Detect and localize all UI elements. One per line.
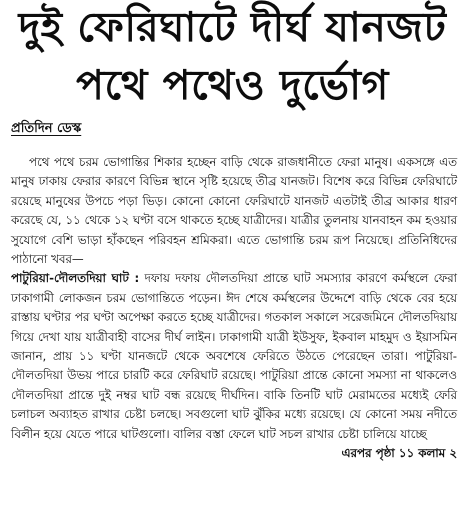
byline: প্রতিদিন ডেস্ক: [11, 121, 82, 136]
paragraph-ferry-ghat-text: দফায় দফায় দৌলতদিয়া প্রান্তে ঘাট সমস্যার কারণে কর্মস্থলে ফেরা ঢাকাগামী লোকজন চরম ভোগান্তিতে পড়েন। ঈদ শেষে কর্মস্থলের উদ্দেশে বাড়ি থেকে বের হয়ে রাস্তায় ঘণ্টার পর ঘণ্টা অপেক্ষা করতে হচ্ছে যাত্রীদের। গতকাল সকালে সরেজমিনে দৌলতদিয়ায় গিয়ে দেখা যায় যাত্রীবাহী বাসের দীর্ঘ লাইন। ঢাকাগামী যাত্রী ইউসুফ, ইকবাল মাহমুদ ও ইয়াসমিন জানান, প্রায় ১১ ঘণ্টা যানজটে থেকে অবশেষে ফেরিতে উঠতে পেরেছেন তারা। পাটুরিয়া-দৌলতদিয়া উভয় পারে চারটি করে ফেরিঘাট রয়েছে। পাটুরিয়া প্রান্তে কোনো সমস্যা না থাকলেও দৌলতদিয়া প্রান্তে দুই নম্বর ঘাট বন্ধ রয়েছে দীর্ঘদিন। বাকি তিনটি ঘাট মেরামতের মধ্যেই ফেরি চলাচল অব্যাহত রাখার চেষ্টা চলছে। সবগুলো ঘাট ঝুঁকির মধ্যে রয়েছে। যে কোনো সময় নদীতে বিলীন হয়ে যেতে পারে ঘাটগুলো। বালির বস্তা ফেলে ঘাট সচল রাখার চেষ্টা চালিয়ে যাচ্ছে: [11, 271, 457, 441]
subhead-paturia-daulatdia: পাটুরিয়া-দৌলতদিয়া ঘাট :: [11, 271, 140, 286]
paragraph-ferry-ghat: [11, 269, 457, 461]
continuation-note: এরপর পৃষ্ঠা ১১ কলাম ২: [341, 446, 457, 461]
headline-line-1: দুই ফেরিঘাটে দীর্ঘ যানজট: [18, 3, 447, 51]
article-body: [11, 153, 457, 464]
paragraph-intro: পথে পথে চরম ভোগান্তির শিকার হচ্ছেন বাড়ি থেকে রাজধানীতে ফেরা মানুষ। একসঙ্গে এত মানুষ ঢাকায় ফেরার কারণে বিভিন্ন স্থানে সৃষ্টি হয়েছে তীব্র যানজট। বিশেষ করে বিভিন্ন ফেরিঘাটে রয়েছে মানুষের উপচে পড়া ভিড়। কোনো কোনো ফেরিঘাটে যানজট এতটাই তীব্র আকার ধারণ করেছে যে, ১১ থেকে ১২ ঘণ্টা বসে থাকতে হচ্ছে যাত্রীদের। যাত্রীর তুলনায় যানবাহন কম হওয়ার সুযোগে বেশি ভাড়া হাঁকছেন পরিবহন শ্রমিকরা। এতে ভোগান্তি চরম রূপ নিয়েছে। প্রতিনিধিদের পাঠানো খবর—: [11, 155, 457, 267]
headline-line-2: পথে পথেও দুর্ভোগ: [76, 61, 389, 109]
